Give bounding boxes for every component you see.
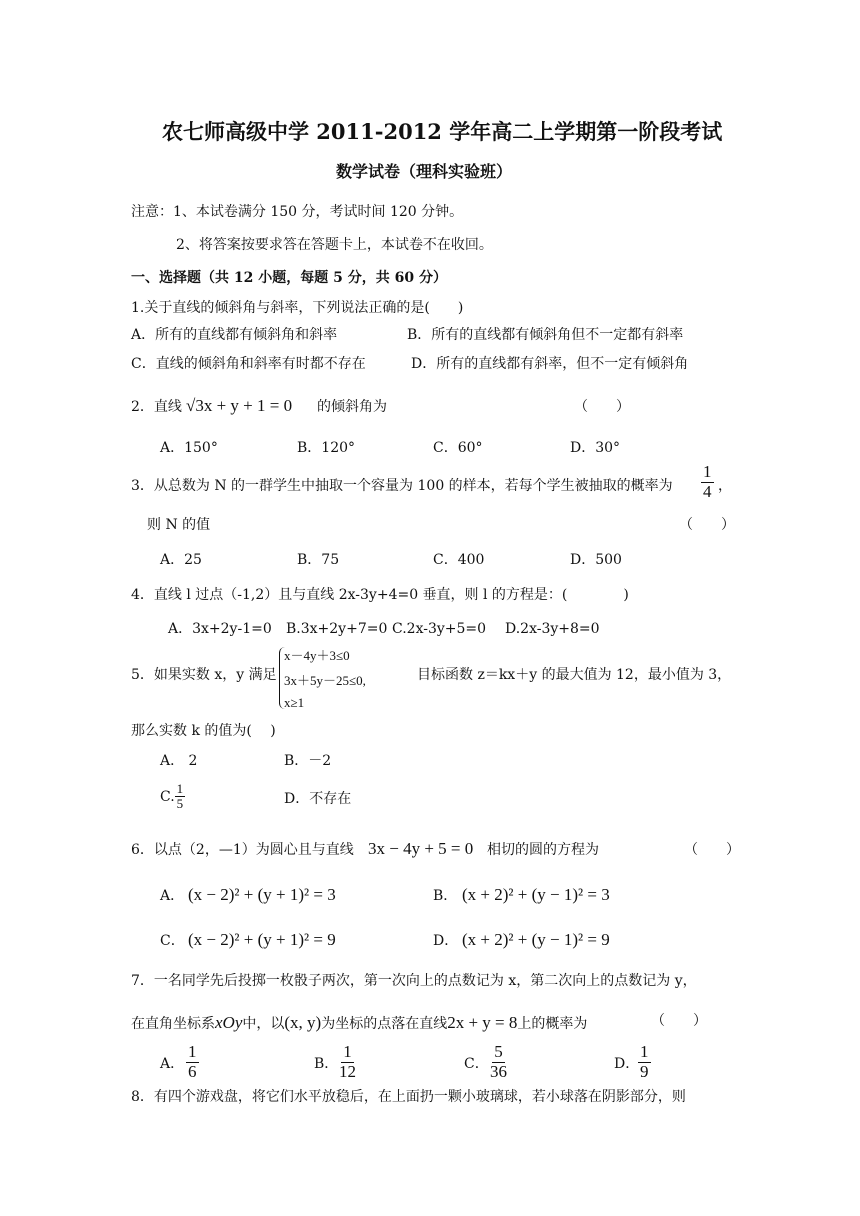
q7-d-numerator: 1 bbox=[640, 1042, 649, 1061]
q7-line2-c: 为坐标的点落在直线 bbox=[321, 1016, 448, 1032]
q3-option-c: C．400 bbox=[433, 552, 485, 568]
q7-line2-d: 上的概率为 bbox=[517, 1016, 588, 1032]
q7-option-d-label: D． bbox=[614, 1056, 640, 1072]
note-2: 2、将答案按要求答在答题卡上，本试卷不在收回。 bbox=[176, 237, 493, 253]
q7-equation: 2x + y = 8 bbox=[447, 1013, 518, 1032]
q7-a-denominator: 6 bbox=[188, 1061, 197, 1081]
q3-option-d: D．500 bbox=[570, 552, 622, 568]
q6-suffix: 相切的圆的方程为 bbox=[487, 842, 599, 858]
q3-stem: 3．从总数为 N 的一群学生中抽取一个容量为 100 的样本，若每个学生被抽取的概率为 bbox=[131, 478, 673, 494]
q7-option-b-label: B． bbox=[314, 1056, 339, 1072]
q3-frac-numerator: 1 bbox=[703, 462, 712, 481]
q7-xoy: xOy bbox=[215, 1013, 243, 1032]
q5-suffix: 目标函数 z＝kx＋y 的最大值为 12，最小值为 3， bbox=[417, 667, 732, 683]
page-subtitle: 数学试卷（理科实验班） bbox=[336, 162, 513, 181]
section-heading: 一、选择题（共 12 小题，每题 5 分，共 60 分） bbox=[131, 270, 447, 286]
q5-system-line-1: x－4y＋3≤0 bbox=[284, 648, 350, 663]
q3-option-a: A．25 bbox=[160, 552, 202, 568]
q4-stem: 4．直线 l 过点（-1,2）且与直线 2x-3y+4=0 垂直，则 l 的方程是：( ) bbox=[131, 587, 629, 603]
q6-option-c: (x − 2)² + (y + 1)² = 9 bbox=[188, 930, 336, 949]
q4-option-c: C.2x-3y+5=0 bbox=[392, 621, 487, 637]
q7-option-a-label: A． bbox=[160, 1056, 185, 1072]
q7-b-numerator: 1 bbox=[343, 1042, 352, 1061]
q1-stem: 1.关于直线的倾斜角与斜率，下列说法正确的是( ) bbox=[131, 300, 464, 316]
q1-option-a: A．所有的直线都有倾斜角和斜率 bbox=[131, 327, 338, 343]
q7-line1: 7．一名同学先后投掷一枚骰子两次，第一次向上的点数记为 x，第二次向上的点数记为 y， bbox=[131, 973, 697, 989]
q2-paren: （ ） bbox=[574, 399, 630, 415]
q7-d-denominator: 9 bbox=[640, 1061, 649, 1081]
q3-line2: 则 N 的值 bbox=[147, 517, 211, 533]
q2-suffix: 的倾斜角为 bbox=[317, 399, 387, 415]
q5-system-line-3: x≥1 bbox=[284, 695, 305, 710]
q7-option-a bbox=[186, 1043, 199, 1081]
q6-option-c-label: C． bbox=[160, 933, 185, 949]
q7-line2-b: 中，以 bbox=[242, 1016, 285, 1032]
q7-option-b bbox=[337, 1043, 358, 1081]
q7-paren: （ ） bbox=[651, 1013, 707, 1029]
q6-paren: （ ） bbox=[684, 842, 740, 858]
q2-option-a: A．150° bbox=[160, 440, 218, 456]
q7-option-c-label: C． bbox=[464, 1056, 489, 1072]
q5-option-b: B．－2 bbox=[284, 753, 332, 769]
q6-option-b-label: B． bbox=[433, 888, 458, 904]
q7-a-numerator: 1 bbox=[188, 1042, 197, 1061]
q1-option-b: B．所有的直线都有倾斜角但不一定都有斜率 bbox=[407, 327, 684, 343]
q6-equation: 3x − 4y + 5 = 0 bbox=[368, 839, 474, 858]
q5-line2: 那么实数 k 的值为( ) bbox=[131, 723, 276, 739]
q2-option-d: D．30° bbox=[570, 440, 621, 456]
q2-equation: √3x + y + 1 = 0 bbox=[186, 396, 293, 415]
q7-option-c bbox=[488, 1043, 509, 1081]
q3-comma: ， bbox=[718, 478, 732, 494]
q4-option-d: D.2x-3y+8=0 bbox=[505, 621, 600, 637]
page-title: 农七师高级中学 2011-2012 学年高二上学期第一阶段考试 bbox=[162, 119, 723, 144]
q7-c-numerator: 5 bbox=[494, 1042, 503, 1061]
q5-prefix: 5．如果实数 x，y 满足 bbox=[131, 667, 277, 683]
q7-c-denominator: 36 bbox=[490, 1061, 507, 1081]
q7-line2-a: 在直角坐标系 bbox=[131, 1016, 215, 1032]
q2-option-c: C．60° bbox=[433, 440, 483, 456]
q7-line2 bbox=[131, 1013, 587, 1033]
q5-option-c bbox=[160, 782, 185, 812]
q1-option-c: C．直线的倾斜角和斜率有时都不存在 bbox=[131, 356, 366, 372]
q6-option-a-label: A． bbox=[160, 888, 185, 904]
note-1: 注意：1、本试卷满分 150 分，考试时间 120 分钟。 bbox=[131, 204, 464, 220]
q8-line1: 8．有四个游戏盘，将它们水平放稳后，在上面扔一颗小玻璃球，若小球落在阴影部分，则 bbox=[131, 1089, 686, 1105]
q6-option-d-label: D． bbox=[433, 933, 459, 949]
q6-option-d: (x + 2)² + (y − 1)² = 9 bbox=[462, 930, 610, 949]
q5-option-c-label: C. bbox=[160, 788, 175, 805]
q4-option-b: B.3x+2y+7=0 bbox=[286, 621, 388, 637]
q7-option-d bbox=[638, 1043, 651, 1081]
q3-option-b: B．75 bbox=[297, 552, 340, 568]
q3-paren: （ ） bbox=[679, 517, 735, 533]
q5-c-denominator: 5 bbox=[176, 796, 184, 812]
q5-c-numerator: 1 bbox=[176, 781, 184, 796]
q5-option-d: D．不存在 bbox=[284, 791, 352, 807]
q2-prefix: 2．直线 bbox=[131, 399, 182, 415]
q4-option-a: A．3x+2y-1=0 bbox=[168, 621, 272, 637]
q5-system-line-2: 3x＋5y－25≤0, bbox=[284, 673, 366, 688]
q2-option-b: B．120° bbox=[297, 440, 356, 456]
q7-point: (x, y) bbox=[284, 1013, 322, 1032]
q6-prefix: 6．以点（2，—1）为圆心且与直线 bbox=[131, 842, 354, 858]
q3-frac-denominator: 4 bbox=[703, 481, 712, 501]
q7-b-denominator: 12 bbox=[339, 1061, 356, 1081]
q6-option-b: (x + 2)² + (y − 1)² = 3 bbox=[462, 885, 610, 904]
q6-option-a: (x − 2)² + (y + 1)² = 3 bbox=[188, 885, 336, 904]
q3-fraction bbox=[701, 463, 714, 501]
q1-option-d: D．所有的直线都有斜率，但不一定有倾斜角 bbox=[411, 356, 689, 372]
q5-option-a: A． 2 bbox=[160, 753, 198, 769]
